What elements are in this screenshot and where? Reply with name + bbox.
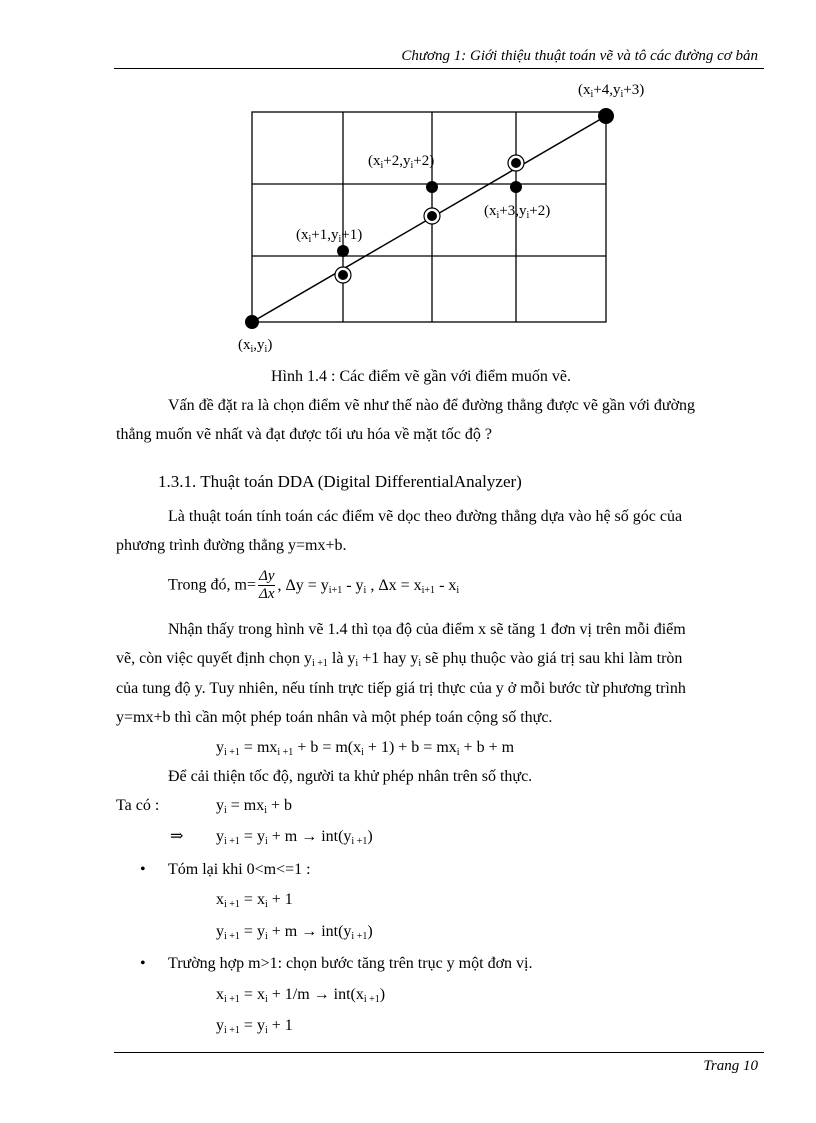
para3-line4: y=mx+b thì cần một phép toán nhân và một phép toán cộng số thực. bbox=[116, 709, 553, 726]
point-chosen-1 bbox=[337, 245, 349, 257]
para4: Để cải thiện tốc độ, người ta khử phép nhân trên số thực. bbox=[168, 768, 533, 785]
para2-line2: phương trình đường thẳng y=mx+b. bbox=[116, 537, 347, 554]
bullet-2-text: Trường hợp m>1: chọn bước tăng trên trục y một đơn vị. bbox=[168, 955, 533, 972]
equation-4: $x_{i +1} = x_i + 1$ bbox=[216, 891, 293, 910]
point-ideal-3 bbox=[508, 155, 524, 171]
page-number: Trang 10 bbox=[703, 1058, 758, 1074]
para3-line3: của tung độ y. Tuy nhiên, nếu tính trực tiếp giá trị thực của y ở mỗi bước từ phương trình bbox=[116, 680, 686, 697]
label-p2: $(x_i+2,y_i+2)$ bbox=[368, 153, 435, 171]
equation-7: $y_{i +1} = y_i + 1$ bbox=[216, 1017, 293, 1036]
label-p0: $(x_i,y_i)$ bbox=[238, 337, 273, 355]
equation-6: $x_{i +1} = x_i + 1/m \to int(x_{i +1})$ bbox=[216, 986, 386, 1005]
equation-5: $y_{i +1} = y_i + m \to int(y_{i +1})$ bbox=[216, 923, 373, 942]
para1-line1: Vấn đề đặt ra là chọn điểm vẽ như thế nào để đường thẳng được vẽ gần với đường bbox=[168, 397, 696, 414]
point-chosen-2 bbox=[426, 181, 438, 193]
point-ideal-1 bbox=[335, 267, 351, 283]
chapter-header: Chương 1: Giới thiệu thuật toán vẽ và tô các đường cơ bản bbox=[401, 48, 758, 64]
figure-1-4 bbox=[0, 0, 816, 400]
point-end bbox=[598, 108, 614, 124]
implies-symbol: ⇒ bbox=[170, 828, 184, 845]
bullet-1: • bbox=[140, 861, 146, 878]
equation-2: $y_i = mx_i + b$ bbox=[216, 797, 293, 816]
para3-line2: vẽ, còn việc quyết định chọn $y_{i +1}$ là $y_i +1$ hay $y_i$ sẽ phụ thuộc vào giá trị sau khi làm tròn bbox=[116, 650, 683, 669]
equation-1: $y_{i +1} = mx_{i +1} + b = m(x_i + 1) + b = mx_i + b + m$ bbox=[216, 739, 515, 758]
figure-caption: Hình 1.4 : Các điểm vẽ gần với điểm muốn vẽ. bbox=[271, 368, 571, 385]
point-chosen-3 bbox=[510, 181, 522, 193]
bullet-1-text: Tóm lại khi 0<m<=1 : bbox=[168, 861, 311, 878]
footer-rule bbox=[114, 1052, 764, 1053]
para3-line1: Nhận thấy trong hình vẽ 1.4 thì tọa độ của điểm x sẽ tăng 1 đơn vị trên mỗi điểm bbox=[168, 621, 686, 638]
where-line: Trong đó, m= $\frac{\Delta y}{\Delta x}$ , $\Delta y = y_{i+1} - y_i$ , $\Delta x = x_{i+1} - x_i$ bbox=[168, 568, 460, 602]
equation-3: $y_{i +1} = y_i + m \to int(y_{i +1})$ bbox=[216, 828, 373, 847]
taco-label: Ta có : bbox=[116, 797, 160, 814]
bullet-2: • bbox=[140, 955, 146, 972]
label-p1: $(x_i+1,y_i+1)$ bbox=[296, 227, 363, 245]
point-start bbox=[245, 315, 259, 329]
point-ideal-2 bbox=[424, 208, 440, 224]
para2-line1: Là thuật toán tính toán các điểm vẽ dọc theo đường thẳng dựa vào hệ số góc của bbox=[168, 508, 683, 525]
section-title: 1.3.1. Thuật toán DDA (Digital DifferentialAnalyzer) bbox=[158, 472, 522, 491]
para1-line2: thẳng muốn vẽ nhất và đạt được tối ưu hóa về mặt tốc độ ? bbox=[116, 426, 492, 443]
label-p4: $(x_i+4,y_i+3)$ bbox=[578, 82, 645, 100]
slope-fraction: $\frac{\Delta y}{\Delta x}$ bbox=[259, 568, 275, 602]
label-p3: $(x_i+3,y_i+2)$ bbox=[484, 203, 551, 221]
